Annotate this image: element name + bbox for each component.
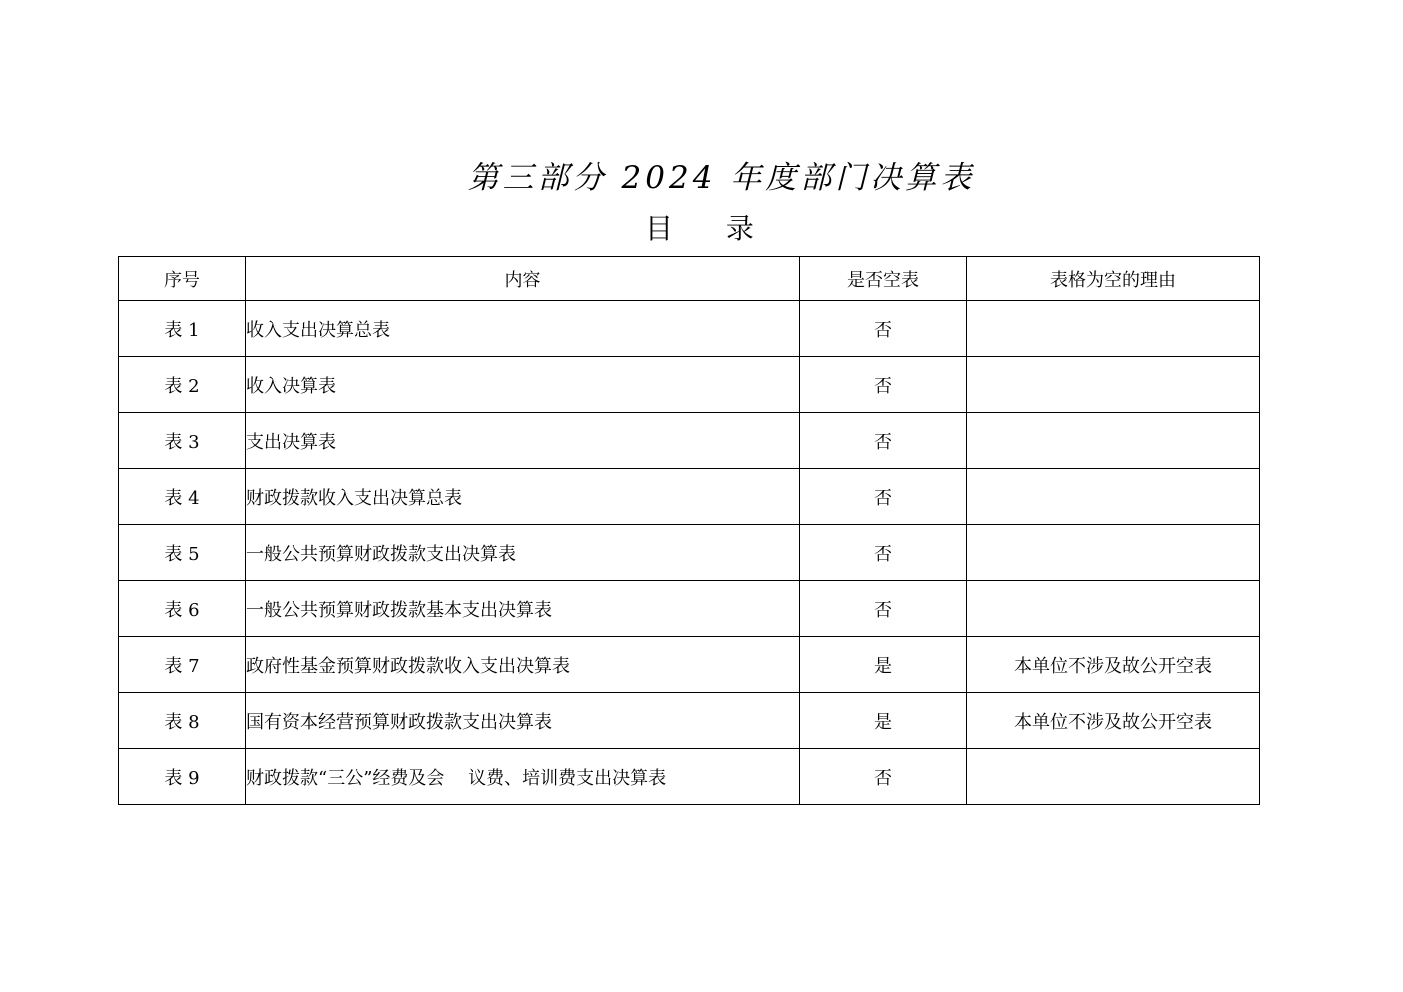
row-is-empty: 否 <box>800 413 967 469</box>
row-is-empty: 否 <box>800 749 967 805</box>
row-content: 支出决算表 <box>246 413 800 469</box>
row-number: 表 2 <box>119 357 246 413</box>
row-content: 政府性基金预算财政拨款收入支出决算表 <box>246 637 800 693</box>
row-content: 收入支出决算总表 <box>246 301 800 357</box>
row-number: 表 3 <box>119 413 246 469</box>
row-reason: 本单位不涉及故公开空表 <box>967 693 1260 749</box>
table-row <box>119 413 1260 469</box>
table-row <box>119 637 1260 693</box>
row-number: 表 8 <box>119 693 246 749</box>
table-row <box>119 469 1260 525</box>
row-reason <box>967 749 1260 805</box>
catalog-heading: 目 录 <box>645 212 776 245</box>
row-content: 一般公共预算财政拨款基本支出决算表 <box>246 581 800 637</box>
row-content: 收入决算表 <box>246 357 800 413</box>
row-number: 表 7 <box>119 637 246 693</box>
row-is-empty: 否 <box>800 469 967 525</box>
table-header <box>119 257 1260 301</box>
catalog-table <box>118 256 1260 805</box>
header-content: 内容 <box>246 257 800 301</box>
row-reason <box>967 525 1260 581</box>
row-content: 一般公共预算财政拨款支出决算表 <box>246 525 800 581</box>
row-is-empty: 否 <box>800 581 967 637</box>
row-is-empty: 是 <box>800 693 967 749</box>
row-reason <box>967 469 1260 525</box>
row-reason <box>967 413 1260 469</box>
row-number: 表 9 <box>119 749 246 805</box>
row-is-empty: 否 <box>800 301 967 357</box>
table-row <box>119 693 1260 749</box>
table-body <box>119 301 1260 805</box>
row-number: 表 4 <box>119 469 246 525</box>
row-number: 表 5 <box>119 525 246 581</box>
row-number: 表 1 <box>119 301 246 357</box>
row-is-empty: 否 <box>800 525 967 581</box>
header-row <box>119 257 1260 301</box>
row-number: 表 6 <box>119 581 246 637</box>
table-row <box>119 525 1260 581</box>
row-reason <box>967 301 1260 357</box>
row-reason: 本单位不涉及故公开空表 <box>967 637 1260 693</box>
header-reason: 表格为空的理由 <box>967 257 1260 301</box>
header-no: 序号 <box>119 257 246 301</box>
table-row <box>119 749 1260 805</box>
table-row <box>119 301 1260 357</box>
table-row <box>119 581 1260 637</box>
table-row <box>119 357 1260 413</box>
row-content: 国有资本经营预算财政拨款支出决算表 <box>246 693 800 749</box>
row-is-empty: 是 <box>800 637 967 693</box>
row-reason <box>967 581 1260 637</box>
header-is-empty: 是否空表 <box>800 257 967 301</box>
row-content: 财政拨款“三公”经费及会 议费、培训费支出决算表 <box>246 749 800 805</box>
row-reason <box>967 357 1260 413</box>
row-is-empty: 否 <box>800 357 967 413</box>
page-title: 第三部分 2024 年度部门决算表 <box>467 160 976 196</box>
row-content: 财政拨款收入支出决算总表 <box>246 469 800 525</box>
